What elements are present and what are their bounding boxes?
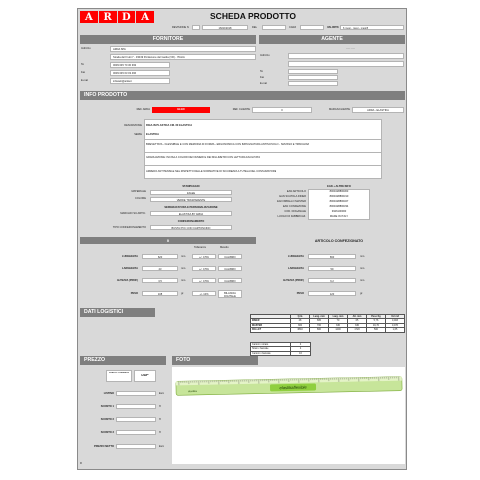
listino-field[interactable]: [116, 391, 156, 396]
cdim-value-1[interactable]: 59: [308, 266, 356, 271]
log-head-6: Vol m3: [386, 315, 405, 319]
prezzo-col1-label: PREZZO CORRENTE: [109, 372, 129, 374]
ref-arda-label: REF. ARDA: [136, 108, 150, 111]
agente-label-0: Indirizzo: [260, 54, 270, 57]
log-head-5: Peso Kg: [367, 315, 386, 319]
logo-letter-3: D: [118, 11, 136, 23]
ean-label-0: EAN ARTICOLO: [286, 190, 306, 193]
fornitore-address-field[interactable]: Strada del Frutti 7 - 33049 Pordenone del Garda (VR) - ITALIA: [110, 54, 256, 60]
agente-band: AGENTE: [259, 35, 405, 44]
dim-tol-1[interactable]: +/- 0,5%: [192, 266, 216, 271]
ean-value-4: 3926100000: [331, 210, 347, 213]
log-cell: 1,65: [386, 328, 405, 332]
descrizione-label: DESCRIZIONE: [124, 124, 142, 127]
log-cell: INNER: [251, 319, 291, 323]
ean-label-1: EAN SCATOLA INNER: [279, 195, 306, 198]
validity-label: VALIDITA': [327, 26, 340, 29]
dim-unit-2: mm.: [181, 279, 187, 282]
dim-unit-3: gr.: [181, 292, 184, 295]
arda-logo: [80, 11, 154, 23]
dim-value-0[interactable]: 620: [142, 254, 178, 259]
date2-field[interactable]: [262, 25, 286, 30]
dim-unit-0: mm.: [181, 255, 187, 258]
log-cell: PALLET: [251, 328, 291, 332]
cdim-label-2: ALTEZZA (PROF): [282, 279, 304, 282]
serie-label: SERIE: [134, 133, 142, 136]
prezzo-unit-0: Euro: [159, 392, 165, 395]
dim-method-3[interactable]: BILANCIA DIGITALE: [218, 290, 242, 298]
fornitore-email-field[interactable]: infoweb@arda.it: [110, 78, 170, 84]
validity-field[interactable]: 6 mesi - mesi - mesi/6: [340, 25, 404, 30]
dim-method-2[interactable]: CALIBRO: [218, 278, 242, 283]
fornitore-label-2: Tel: [81, 63, 85, 66]
code-field[interactable]: [300, 25, 324, 30]
dim-label-2: ALTEZZA (PROF): [116, 279, 138, 282]
dims-left-band: 0: [80, 237, 256, 244]
dim-method-0[interactable]: CALIBRO: [218, 254, 242, 259]
logo-letter-4: A: [136, 11, 154, 23]
logo-letter-1: A: [80, 11, 98, 23]
dim-label-1: LARGHEZZA: [122, 267, 138, 270]
log-cell: 500: [367, 328, 386, 332]
note-1: BREVETTATA - FLESSIBILE E CON MEMORIA DI FORMA - ERGONOMICA CON IMPUGNATURA ANTISCIVOLO - SMUSSO E TRINCHINA: [146, 143, 310, 146]
logistici-band: DATI LOGISTICI: [80, 308, 155, 317]
desc-divider-1: [144, 139, 382, 140]
cdim-unit-2: mm.: [360, 279, 366, 282]
note-3: ARREDO ANTITENSILE NEL RISPETTO DELLE NORMATIVE DI SICUREZZA A TUTELA DEL CONSUMATORE: [146, 170, 277, 173]
dim-tol-0[interactable]: +/- 0,5%: [192, 254, 216, 259]
ean-title: EAN + ALTRE INFO: [327, 185, 351, 188]
pallet-table: [250, 342, 311, 356]
agente-name-field[interactable]: [288, 53, 404, 59]
sconto3-field[interactable]: [116, 430, 156, 435]
agente-label-4: E-mail: [260, 82, 268, 85]
marca-label: MARCA/CLIENTE: [328, 108, 350, 111]
ean-label-3: EAN CONFEZIONE: [282, 205, 306, 208]
prezzo-unit-3: %: [159, 431, 162, 434]
colore-label: COLORE: [135, 197, 146, 200]
info-band: INFO PRODOTTO: [80, 91, 405, 100]
pallet-value: 4: [291, 343, 311, 347]
log-cell: 1200: [329, 328, 348, 332]
dim-label-3: PESO: [130, 292, 138, 295]
fornitore-name-field[interactable]: ARDA SPA: [110, 46, 256, 52]
dim-value-3[interactable]: 108: [142, 291, 178, 296]
serie-value: ELASTIKA: [146, 133, 159, 136]
revision-field[interactable]: [192, 25, 200, 30]
agente-label-2: Tel: [260, 70, 264, 73]
agente-top-value: ___ ___: [346, 46, 356, 49]
cdim-unit-0: mm.: [360, 255, 366, 258]
tipo-field[interactable]: BUSTA PVC CON CARTONCINO: [150, 225, 232, 230]
dim-tol-3[interactable]: +/- 10%: [192, 291, 216, 296]
stampaggio-title: STAMPAGGIO: [182, 185, 200, 188]
descrizione-value: RIGA IN PLASTICA CM. 60 ELASTICA: [146, 124, 193, 127]
prezzo-label-2: SCONTO 2: [100, 418, 114, 421]
ean-label-5: LUOGO DI FABBRICAZ.: [277, 215, 306, 218]
log-cell: 384: [291, 323, 310, 327]
dim-tol-2[interactable]: +/- 0,5%: [192, 278, 216, 283]
fornitore-fax-field[interactable]: 0039 045 63 03 466: [110, 70, 170, 76]
log-head-4: Alt. mm: [348, 315, 367, 319]
page-title: SCHEDA PRODOTTO: [210, 11, 296, 21]
note-2: GRADUAZIONE: INCISA A COLORI DEI NUMERI E DEI MILLIMETRI CON LETTURA FACILITATA: [146, 156, 261, 159]
desc-divider-3: [144, 165, 382, 166]
agente-address-field[interactable]: [288, 61, 404, 67]
ref-arda-field[interactable]: ELGO: [152, 107, 210, 113]
dim-label-0: LUNGHEZZA: [122, 255, 138, 258]
col-tolleranza: Tolleranza: [194, 246, 206, 249]
agente-fax-field[interactable]: [288, 75, 338, 80]
prezzo-unit-2: %: [159, 418, 162, 421]
log-cell: 70: [329, 319, 348, 323]
colore-field[interactable]: VERDE TRASPARENTE: [150, 197, 232, 202]
materiale-field[interactable]: ZALEE: [150, 190, 232, 195]
ean-value-5: MADE IN ITALY: [329, 215, 349, 218]
dim-value-2[interactable]: 3,5: [142, 278, 178, 283]
cdim-label-0: LUNGHEZZA: [288, 255, 304, 258]
ruler-icon: [174, 376, 404, 396]
table-row: [251, 351, 311, 355]
table-row: [251, 328, 405, 332]
col-metodo: Metodo: [220, 246, 229, 249]
pallet-label: Strati x bancale: [251, 347, 291, 351]
cdim-value-3[interactable]: 120: [308, 291, 356, 296]
ean-value-2: 8000428800327: [329, 200, 349, 203]
fornitore-band: FORNITORE: [80, 35, 256, 44]
fornitore-label-3: Fax: [81, 71, 86, 74]
pallet-label: Cartoni x bancale: [251, 351, 291, 355]
prezzo-label-0: LISTINO: [103, 392, 114, 395]
marchio-label: MARCHIO SU ARTIC.: [120, 212, 146, 215]
prezzo-netto-field[interactable]: [116, 444, 156, 449]
cdim-value-0[interactable]: 660: [308, 254, 356, 259]
log-cell: 0,076: [386, 323, 405, 327]
pallet-value: 4: [291, 347, 311, 351]
desc-divider-2: [144, 152, 382, 153]
serigrafia-title: SERIGRAFATURA E PERSONALIZZAZIONE: [164, 206, 218, 209]
log-cell: 46,70: [367, 323, 386, 327]
ruler-brand-text: elastikaflexible: [279, 384, 307, 391]
prezzo-unit-4: Euro: [159, 445, 165, 448]
foto-band: FOTO: [172, 356, 258, 365]
ruler-small-brand: elastika: [188, 389, 197, 394]
log-cell: 700: [310, 323, 329, 327]
cdim-label-3: PESO: [296, 292, 304, 295]
marca-field[interactable]: ARDA - ELASTIKA: [352, 107, 404, 113]
logistici-table: [250, 314, 405, 333]
ref-cliente-field[interactable]: 0: [252, 107, 312, 113]
prezzo-label-3: SCONTO 3: [100, 431, 114, 434]
date-field[interactable]: 16/02/2018: [202, 25, 248, 30]
cdim-value-2[interactable]: 6,2: [308, 278, 356, 283]
ean-label-4: COD. DOGANALE: [284, 210, 306, 213]
product-sheet: [77, 8, 407, 470]
prezzo-unit-1: %: [159, 405, 162, 408]
ean-value-1: 8000428800310: [329, 195, 349, 198]
log-cell: 330: [329, 323, 348, 327]
log-cell: 800: [310, 328, 329, 332]
log-cell: 65: [348, 319, 367, 323]
log-head-2: Lung. mm: [310, 315, 329, 319]
cdim-unit-3: gr.: [360, 292, 363, 295]
log-cell: 3840: [291, 328, 310, 332]
agente-tel-field[interactable]: [288, 69, 338, 74]
ean-label-2: EAN IMBALLO MASTER: [277, 200, 306, 203]
dim-unit-1: mm.: [181, 267, 187, 270]
confezionamento-title: CONFEZIONAMENTO: [177, 220, 205, 223]
dims-right-title: ARTICOLO CONFEZIONATO: [314, 239, 364, 243]
log-cell: MASTER: [251, 323, 291, 327]
prezzo-col2-label: DDP: [141, 374, 149, 377]
log-head-3: Larg. mm: [329, 315, 348, 319]
code-label: CARA: [289, 26, 297, 29]
log-cell: 330: [348, 323, 367, 327]
fornitore-tel-field[interactable]: 0039 045 70 30 393: [110, 62, 170, 68]
ean-value-0: 8000428800303: [329, 190, 349, 193]
fornitore-label-0: Indirizzo: [81, 47, 91, 50]
dim-value-1[interactable]: 43: [142, 266, 178, 271]
prezzo-band: PREZZO: [80, 356, 166, 365]
log-cell: 1720: [348, 328, 367, 332]
footer-letter: R: [80, 462, 82, 465]
log-cell: 0,003: [386, 319, 405, 323]
log-cell: 48: [291, 319, 310, 323]
revision-label: REVISIONE N.: [172, 26, 190, 29]
prezzo-label-1: SCONTO 1: [100, 405, 114, 408]
ean-value-3: 8000428800334: [329, 205, 349, 208]
logo-letter-2: R: [99, 11, 117, 23]
prezzo-label-4: PREZZO NETTO: [94, 445, 114, 448]
cdim-unit-1: mm.: [360, 267, 366, 270]
log-head-1: Q.tà: [291, 315, 310, 319]
ref-cliente-label: REF. CLIENTE: [232, 108, 250, 111]
marchio-field[interactable]: ELASTIKA BY ARDA: [150, 211, 232, 216]
log-cell: 5,76: [367, 319, 386, 323]
pallet-value: 16: [291, 351, 311, 355]
log-cell: 665: [310, 319, 329, 323]
pallet-label: Cartoni x strato: [251, 343, 291, 347]
materiale-label: MATERIALE: [131, 190, 146, 193]
dim-method-1[interactable]: CALIBRO: [218, 266, 242, 271]
cdim-label-1: LARGHEZZA: [288, 267, 304, 270]
sconto1-field[interactable]: [116, 404, 156, 409]
fornitore-label-4: E-mail: [81, 79, 89, 82]
agente-label-3: Fax: [260, 76, 265, 79]
ruler-photo: [174, 376, 404, 396]
agente-email-field[interactable]: [288, 81, 338, 86]
tipo-label: TIPO CONFEZIONAMENTO: [112, 226, 146, 229]
sconto2-field[interactable]: [116, 417, 156, 422]
date-label: DEL: [252, 26, 258, 29]
